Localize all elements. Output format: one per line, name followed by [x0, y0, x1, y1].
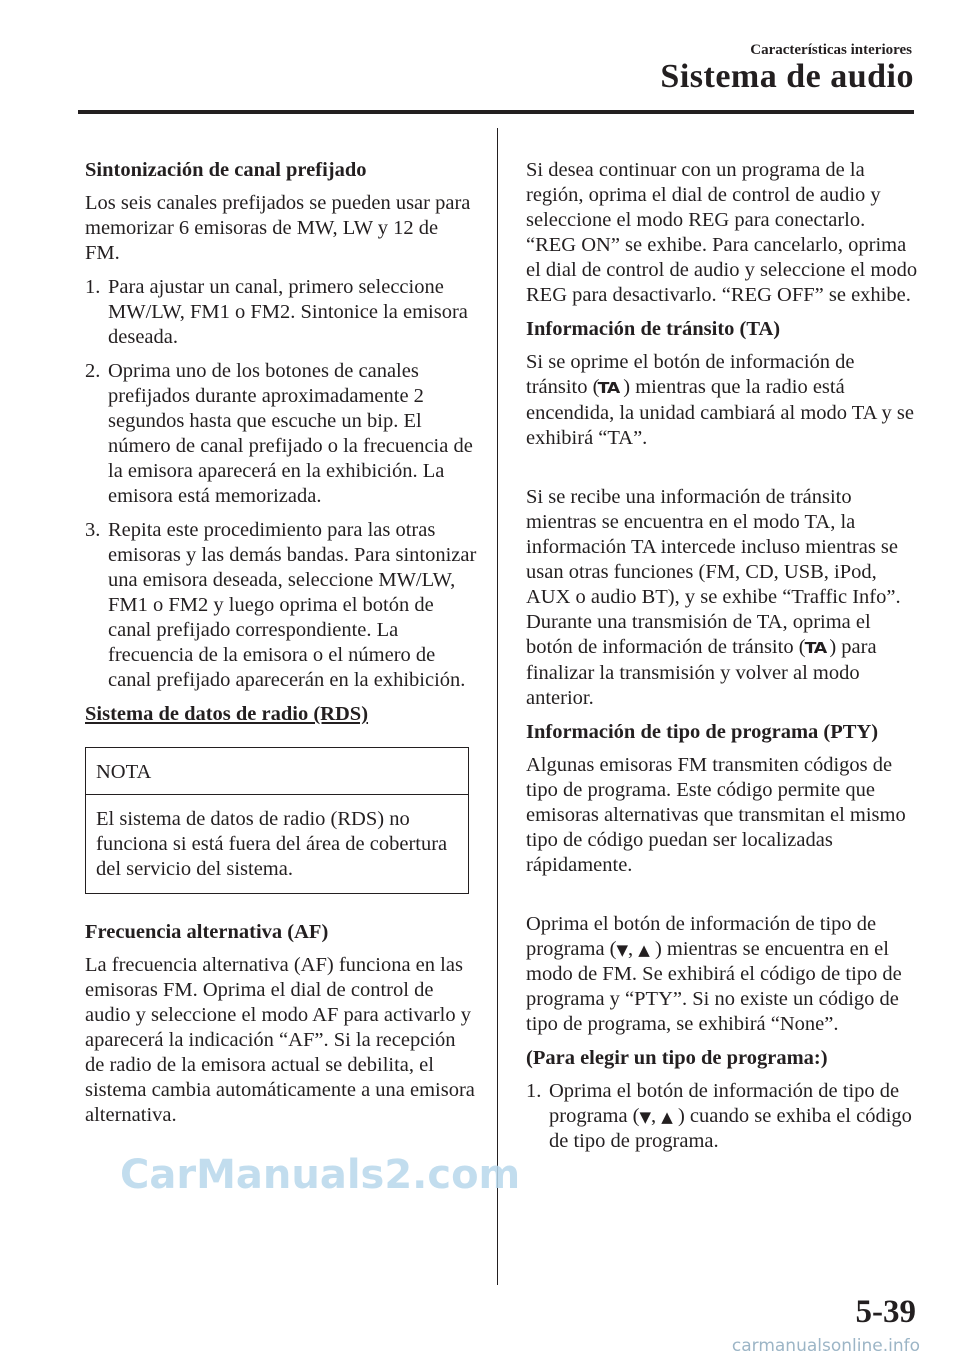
up-arrow-icon: ▲: [661, 1108, 673, 1126]
step-text: Repita este procedimiento para las otras emisoras y las demás bandas. Para sintonizar una emisora deseada, seleccione MW/LW, FM1 o FM2 y luego oprima el botón de canal prefijado correspondiente. La frecuencia de la emisora o el número de canal prefijado aparecerán en la exhibición.: [108, 519, 477, 691]
list-item: [85, 518, 477, 693]
ta-button-icon: TA: [598, 379, 620, 397]
choose-text-b: ) cuando se exhiba el código de tipo de programa.: [549, 1105, 912, 1152]
note-body: El sistema de datos de radio (RDS) no funciona si está fuera del área de cobertura del servicio del sistema.: [96, 808, 448, 880]
right-column: [526, 158, 918, 1163]
heading-preset-tuning: Sintonización de canal prefijado: [85, 159, 367, 181]
step-text: Oprima uno de los botones de canales prefijados durante aproximadamente 2 segundos hasta que escuche un bip. El número de canal prefijado o la frecuencia de la emisora aparecerá en la exhibición. La emisora está memorizada.: [108, 360, 473, 507]
ta-text-a: Si se oprime el botón de información de tránsito (: [526, 351, 855, 398]
ta-text-c: Durante una transmisión de TA, oprima el botón de información de tránsito (: [526, 611, 871, 658]
note-title: NOTA: [86, 748, 468, 795]
header-section: Características interiores: [750, 42, 912, 58]
separator: ,: [628, 938, 634, 960]
preset-steps: [85, 275, 477, 693]
heading-pty: Información de tipo de programa (PTY): [526, 721, 879, 743]
pty-paragraph-2: [526, 912, 918, 1037]
spacer: [526, 460, 918, 485]
header-title: Sistema de audio: [660, 58, 914, 95]
list-item: [85, 275, 477, 350]
page-number: 5-39: [855, 1294, 916, 1330]
list-item: [526, 1079, 918, 1154]
heading-af: Frecuencia alternativa (AF): [85, 921, 329, 943]
up-arrow-icon: ▲: [638, 941, 650, 959]
column-divider: [497, 128, 498, 1285]
down-arrow-icon: ▼: [639, 1108, 652, 1126]
left-column: [85, 158, 477, 1137]
ta-paragraph-1: [526, 350, 918, 451]
list-item: [85, 359, 477, 509]
footer-site-link[interactable]: carmanualsonline.info: [731, 1336, 920, 1356]
choose-steps: [526, 1079, 918, 1154]
watermark: CarManuals2.com: [120, 1152, 521, 1198]
heading-choose-type: (Para elegir un tipo de programa:): [526, 1047, 828, 1069]
separator: ,: [651, 1105, 657, 1127]
ta-paragraph-2: Si se recibe una información de tránsito mientras se encuentra en el modo TA, la información TA intercede incluso mientras se usan otras funciones (FM, CD, USB, iPod, AUX o audio BT), y se exhibe “Traffic Info”.: [526, 486, 901, 608]
pty-text-b: ) mientras se encuentra en el modo de FM. Se exhibirá el código de tipo de programa y “PTY”. Si no existe un código de tipo de programa, se exhibirá “None”.: [526, 938, 902, 1035]
heading-rds: Sistema de datos de radio (RDS): [85, 703, 369, 725]
step-number: 1.: [526, 1080, 542, 1102]
ta-text-b: ) mientras que la radio está encendida, la unidad cambiará al modo TA y se exhibirá “TA”.: [526, 376, 914, 449]
note-box: [85, 747, 469, 894]
ta-text-d: ) para finalizar la transmisión y volver al modo anterior.: [526, 636, 877, 709]
pty-text-a: Oprima el botón de información de tipo de programa (: [526, 913, 877, 960]
pty-paragraph-1: Algunas emisoras FM transmiten códigos de tipo de programa. Este código permite que emisoras alternativas que transmitan el mismo tipo de código puedan ser localizadas rápidamente.: [526, 754, 906, 876]
header-rule: [78, 110, 914, 114]
down-arrow-icon: ▼: [616, 941, 629, 959]
ta-button-icon: TA: [804, 639, 826, 657]
preset-intro: Los seis canales prefijados se pueden usar para memorizar 6 emisoras de MW, LW y 12 de FM.: [85, 192, 471, 264]
reg-paragraph: Si desea continuar con un programa de la región, oprima el dial de control de audio y seleccione el modo REG para conectarlo. “REG ON” se exhibe. Para cancelarlo, oprima el dial de control de audio y seleccione el modo REG para desactivarlo. “REG OFF” se exhibe.: [526, 159, 918, 306]
spacer: [526, 887, 918, 912]
ta-paragraph-3: [526, 610, 918, 711]
choose-text-a: Oprima el botón de información de tipo de programa (: [549, 1080, 900, 1127]
step-number: 2.: [85, 360, 101, 382]
step-text: Para ajustar un canal, primero seleccione MW/LW, FM1 o FM2. Sintonice la emisora deseada.: [108, 276, 468, 348]
af-paragraph: La frecuencia alternativa (AF) funciona en las emisoras FM. Oprima el dial de control de audio y seleccione el modo AF para activarlo y aparecerá la indicación “AF”. Si la recepción de radio de la emisora actual se debilita, el sistema cambia automáticamente a una emisora alternativa.: [85, 954, 475, 1126]
step-number: 3.: [85, 519, 101, 541]
step-number: 1.: [85, 276, 101, 298]
heading-ta: Información de tránsito (TA): [526, 318, 781, 340]
